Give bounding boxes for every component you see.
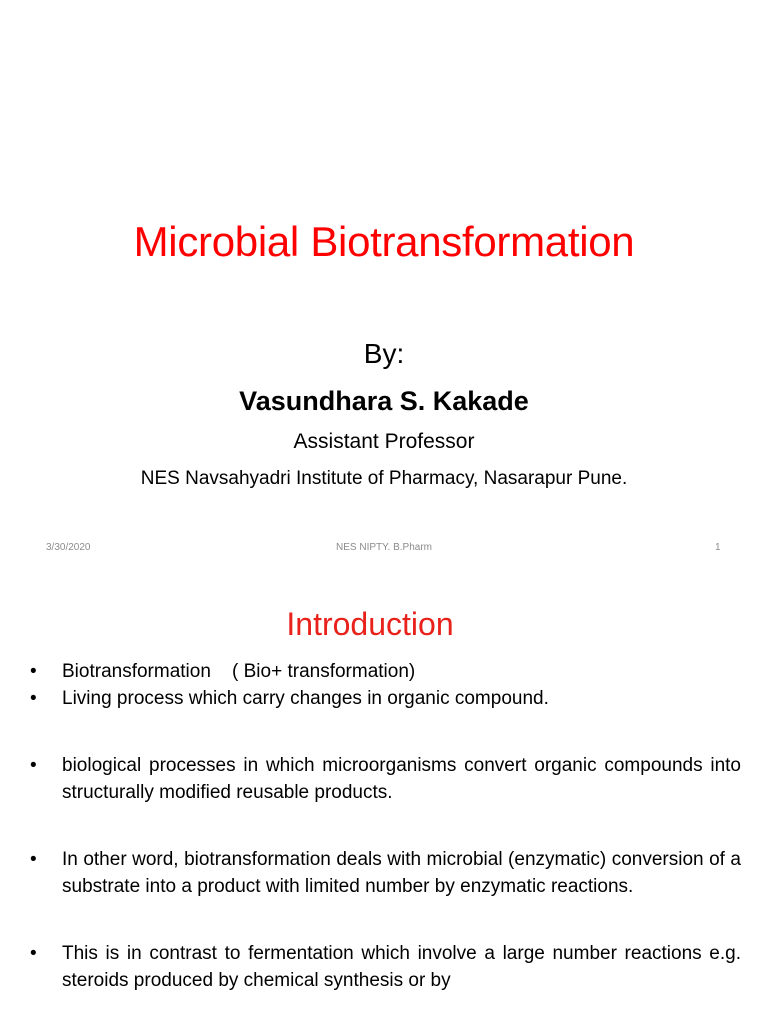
footer-page-number: 1 [715,542,721,553]
bullet-icon: • [30,755,37,776]
list-item [30,846,741,900]
footer-center: NES NIPTY. B.Pharm [336,542,432,553]
footer-date: 3/30/2020 [46,542,91,553]
bullet-icon: • [30,688,37,709]
bullet-icon: • [30,943,37,964]
author-role: Assistant Professor [293,430,475,453]
bullet-text: Biotransformation ( Bio+ transformation) [62,661,416,682]
institute-name: NES Navsahyadri Institute of Pharmacy, Nasarapur Pune. [140,468,628,489]
list-item [30,752,741,806]
slide-title: Microbial Biotransformation [133,218,635,265]
bullet-icon: • [30,661,37,682]
slide-title: Introduction [286,606,454,642]
bullet-text: This is in contrast to fermentation which involve a large number reactions e.g. steroids produced by chemical synthesis or by [62,943,741,991]
bullet-icon: • [30,849,37,870]
by-label: By: [363,338,405,369]
bullet-list [30,658,741,994]
introduction-slide [0,570,768,1024]
bullet-text: biological processes in which microorganisms convert organic compounds into structurally modified reusable products. [62,755,741,803]
list-item [30,940,741,994]
author-name: Vasundhara S. Kakade [239,386,529,416]
list-item [30,658,741,685]
bullet-text: In other word, biotransformation deals with microbial (enzymatic) conversion of a substrate into a product with limited number by enzymatic reactions. [62,849,741,897]
list-item [30,685,741,712]
bullet-text: Living process which carry changes in organic compound. [62,688,549,709]
